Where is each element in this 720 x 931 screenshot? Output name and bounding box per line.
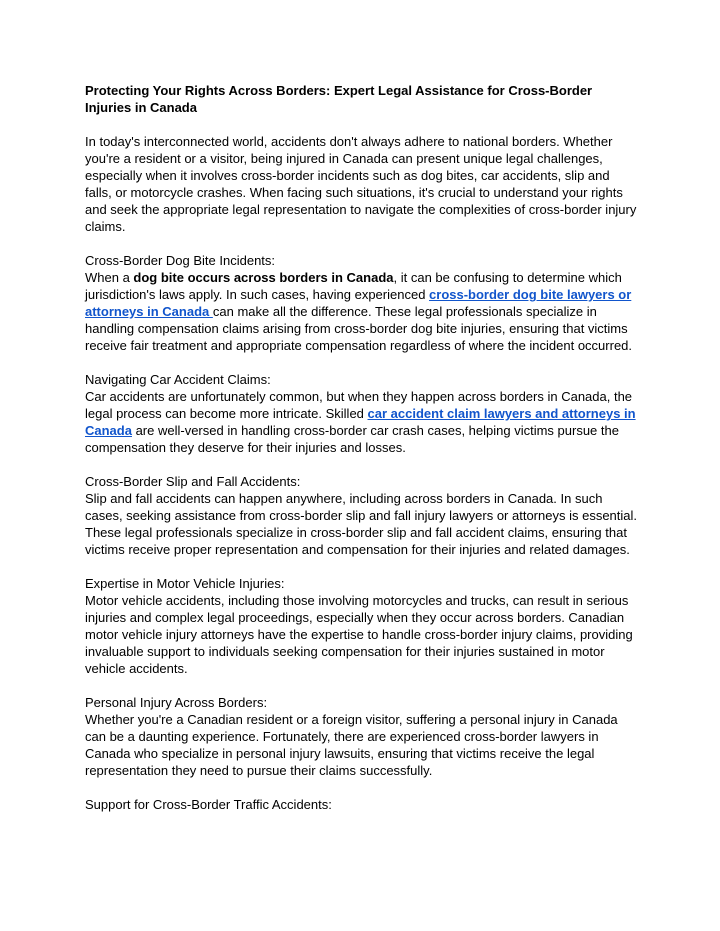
section-dog-bite [85, 252, 637, 354]
section-car-accident [85, 371, 637, 456]
section-heading: Navigating Car Accident Claims: [85, 372, 271, 387]
section-heading: Cross-Border Slip and Fall Accidents: [85, 474, 301, 489]
section-paragraph: Slip and fall accidents can happen anywhere, including across borders in Canada. In such cases, seeking assistance from cross-border slip and fall injury lawyers or attorneys is essential. These legal professionals specialize in cross-border slip and fall accident claims, ensuring that victims receive proper representation and compensation for their injuries and related damages. [85, 491, 638, 557]
section-traffic [85, 796, 637, 813]
car-accident-lawyers-link[interactable]: car accident claim lawyers and attorneys in Canada [85, 406, 636, 438]
section-paragraph [85, 388, 637, 456]
document-title: Protecting Your Rights Across Borders: Expert Legal Assistance for Cross-Border Injuries in Canada [85, 83, 593, 115]
paragraph-text: , it can be confusing to determine which jurisdiction's laws apply. In such cases, having experienced [85, 270, 622, 302]
document-body [85, 82, 637, 813]
section-heading: Expertise in Motor Vehicle Injuries: [85, 576, 285, 591]
intro-paragraph: In today's interconnected world, accidents don't always adhere to national borders. Whether you're a resident or a visitor, being injured in Canada can present unique legal challenges, especially when it involves cross-border incidents such as dog bites, car accidents, slip and falls, or motorcycle crashes. When facing such situations, it's crucial to understand your rights and seek the appropriate legal representation to navigate the complexities of cross-border injury claims. [85, 134, 637, 234]
section-heading: Personal Injury Across Borders: [85, 695, 268, 710]
bold-phrase: dog bite occurs across borders in Canada [133, 270, 394, 285]
dog-bite-lawyers-link[interactable]: cross-border dog bite lawyers or attorneys in Canada [85, 287, 632, 319]
section-heading: Cross-Border Dog Bite Incidents: [85, 253, 276, 268]
section-heading: Support for Cross-Border Traffic Accidents: [85, 797, 332, 812]
paragraph-text: Car accidents are unfortunately common, but when they happen across borders in Canada, the legal process can become more intricate. Skilled [85, 389, 633, 421]
section-personal-injury [85, 694, 637, 779]
paragraph-text: When a [85, 270, 134, 285]
section-paragraph: Whether you're a Canadian resident or a foreign visitor, suffering a personal injury in Canada can be a daunting experience. Fortunately, there are experienced cross-border lawyers in Canada who specialize in personal injury lawsuits, ensuring that victims receive the legal representation they need to pursue their claims successfully. [85, 712, 618, 778]
paragraph-text: can make all the difference. These legal professionals specialize in handling compensation claims arising from cross-border dog bite injuries, ensuring that victims receive fair treatment and appropriate compensation regardless of where the incident occurred. [85, 304, 633, 353]
section-slip-fall [85, 473, 637, 558]
section-motor-vehicle [85, 575, 637, 677]
section-paragraph [85, 269, 637, 354]
paragraph-text: are well-versed in handling cross-border car crash cases, helping victims pursue the compensation they deserve for their injuries and losses. [85, 423, 619, 455]
section-paragraph: Motor vehicle accidents, including those involving motorcycles and trucks, can result in serious injuries and complex legal proceedings, especially when they occur across borders. Canadian motor vehicle injury attorneys have the expertise to handle cross-border injury claims, providing invaluable support to individuals seeking compensation for their injuries sustained in motor vehicle accidents. [85, 593, 633, 676]
